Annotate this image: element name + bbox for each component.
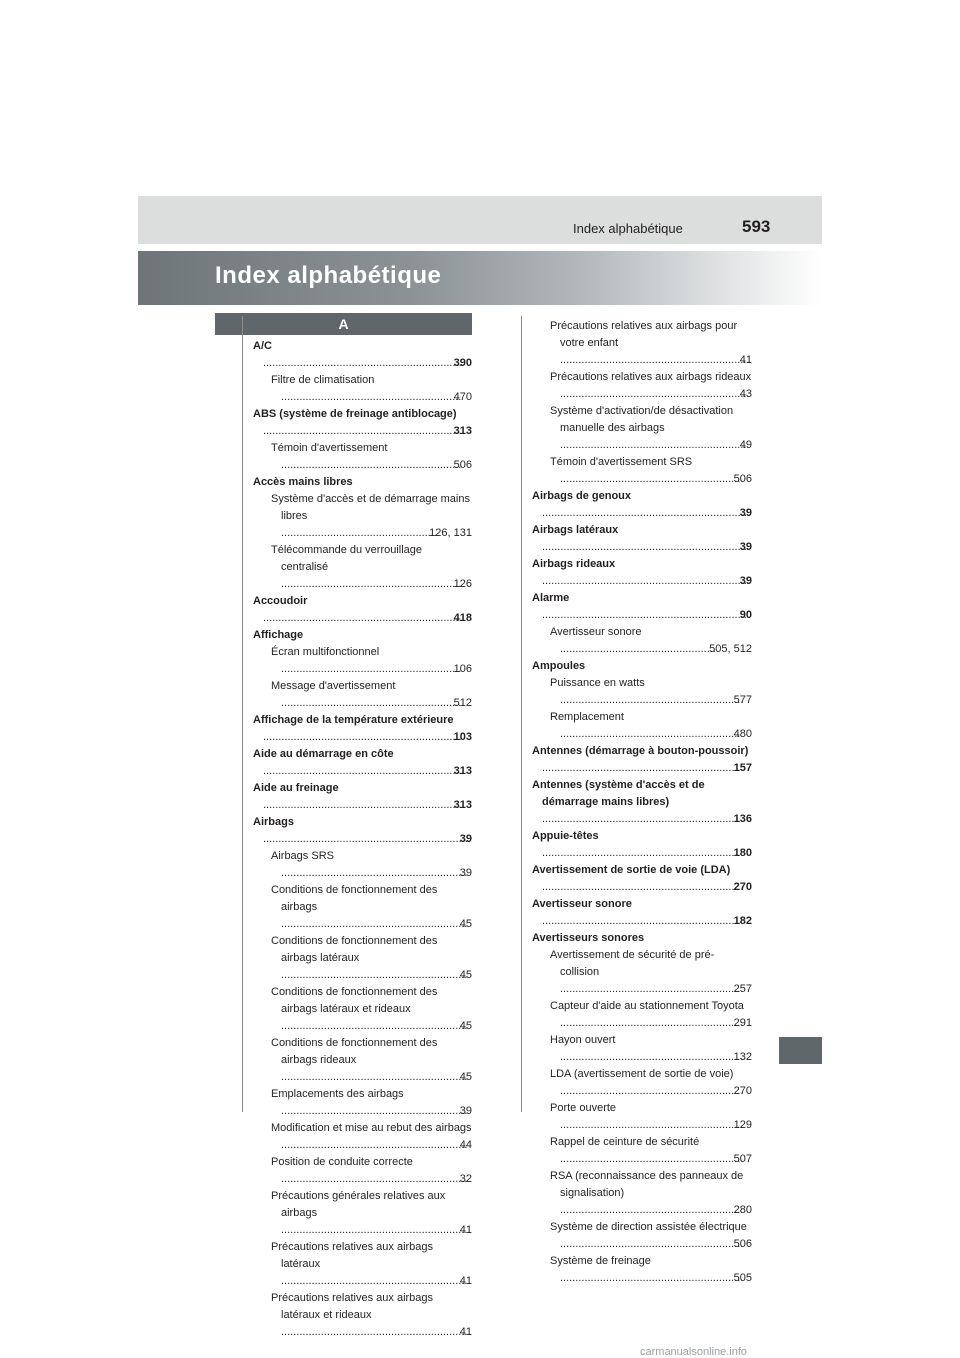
index-entry-term: Airbags ..... xyxy=(253,816,472,845)
index-entry xyxy=(532,998,752,1032)
index-entry-page: 313 xyxy=(462,423,472,440)
index-entry-page: 512 xyxy=(462,695,472,712)
index-entry-page: 49 xyxy=(748,437,752,454)
index-entry-term: Affichage de la température extérieure ..... xyxy=(253,714,472,743)
index-entry-term: Précautions générales relatives aux airbags ..... xyxy=(271,1190,472,1236)
index-entry-page: 129 xyxy=(742,1117,752,1134)
index-entry xyxy=(532,1168,752,1219)
index-entry-term: Témoin d'avertissement SRS ..... xyxy=(550,456,752,485)
index-entry-page: 45 xyxy=(468,1069,472,1086)
column-rule-left xyxy=(242,316,243,1112)
index-entry xyxy=(532,930,752,947)
index-entry-term: Avertisseur sonore ..... xyxy=(532,898,752,927)
index-entry-term: Témoin d'avertissement ..... xyxy=(271,442,472,471)
index-entry xyxy=(532,318,752,369)
index-entry-page: 291 xyxy=(742,1015,752,1032)
index-entry-term: Accoudoir ..... xyxy=(253,595,472,624)
index-column-left xyxy=(253,338,472,1341)
index-entry xyxy=(253,1120,472,1154)
index-entry-term: Hayon ouvert ..... xyxy=(550,1034,752,1063)
index-entry-page: 136 xyxy=(742,811,752,828)
index-entry-term: Système de direction assistée électrique ..... xyxy=(550,1221,752,1250)
index-entry-term: Modification et mise au rebut des airbags ..... xyxy=(271,1122,472,1151)
index-entry xyxy=(532,624,752,658)
index-entry-term: Système d'accès et de démarrage mains libres ..... xyxy=(271,493,472,539)
index-entry-term: Avertissement de sortie de voie (LDA) ..... xyxy=(532,864,752,893)
index-entry-page: 506 xyxy=(742,1236,752,1253)
index-entry-term: Airbags de genoux ..... xyxy=(532,490,752,519)
index-entry-page: 41 xyxy=(468,1222,472,1239)
index-entry-page: 577 xyxy=(742,692,752,709)
section-letter: A xyxy=(215,313,472,335)
index-entry xyxy=(253,440,472,474)
index-entry-term: Capteur d'aide au stationnement Toyota ..... xyxy=(550,1000,752,1029)
index-entry-page: 106 xyxy=(462,661,472,678)
index-entry-page: 418 xyxy=(462,610,472,627)
index-entry-page: 270 xyxy=(742,1083,752,1100)
index-entry xyxy=(253,678,472,712)
index-entry xyxy=(532,862,752,896)
index-entry-term: Système d'activation/de désactivation manuelle des airbags ..... xyxy=(550,405,752,451)
index-entry-page: 90 xyxy=(748,607,752,624)
index-entry-term: Écran multifonctionnel ..... xyxy=(271,646,472,675)
index-entry-term: Remplacement ..... xyxy=(550,711,752,740)
index-entry-page: 182 xyxy=(742,913,752,930)
index-entry xyxy=(253,644,472,678)
index-entry-term: Précautions relatives aux airbags rideaux ..... xyxy=(550,371,752,400)
index-entry-page: 43 xyxy=(748,386,752,403)
index-entry xyxy=(532,675,752,709)
index-entry-term: Précautions relatives aux airbags latéraux ..... xyxy=(271,1241,472,1287)
index-entry xyxy=(532,896,752,930)
index-column-right xyxy=(532,318,752,1287)
index-entry-page: 505, 512 xyxy=(717,641,752,658)
index-entry xyxy=(253,491,472,542)
index-entry-page: 126, 131 xyxy=(437,525,472,542)
index-entry xyxy=(253,1290,472,1341)
index-entry-term: Airbags SRS ..... xyxy=(271,850,472,879)
index-entry-page: 39 xyxy=(468,865,472,882)
index-entry xyxy=(253,1188,472,1239)
index-entry xyxy=(532,556,752,590)
index-entry-term: Précautions relatives aux airbags pour votre enfant ..... xyxy=(550,320,752,366)
index-entry-term: Puissance en watts ..... xyxy=(550,677,752,706)
index-entry xyxy=(532,488,752,522)
index-entry-page: 39 xyxy=(748,505,752,522)
page-title: Index alphabétique xyxy=(215,262,442,289)
index-entry-page: 257 xyxy=(742,981,752,998)
index-entry-page: 505 xyxy=(742,1270,752,1287)
watermark: carmanualsonline.info xyxy=(640,1346,748,1358)
index-entry-term: Alarme ..... xyxy=(532,592,752,621)
index-entry xyxy=(532,1100,752,1134)
index-entry xyxy=(532,1219,752,1253)
index-entry xyxy=(532,454,752,488)
index-entry xyxy=(253,780,472,814)
index-entry-page: 103 xyxy=(462,729,472,746)
index-entry-term: Airbags latéraux ..... xyxy=(532,524,752,553)
index-entry-term: Accès mains libres xyxy=(253,476,353,488)
index-entry-page: 470 xyxy=(462,389,472,406)
index-entry-page: 157 xyxy=(742,760,752,777)
index-entry xyxy=(253,593,472,627)
index-entry xyxy=(532,658,752,675)
index-entry-page: 507 xyxy=(742,1151,752,1168)
index-entry-page: 39 xyxy=(468,1103,472,1120)
index-entry xyxy=(253,1239,472,1290)
index-entry-term: LDA (avertissement de sortie de voie) ..... xyxy=(550,1068,752,1097)
index-entry-page: 506 xyxy=(742,471,752,488)
index-entry xyxy=(253,712,472,746)
index-entry-page: 32 xyxy=(468,1171,472,1188)
index-entry xyxy=(253,984,472,1035)
index-entry-term: Airbags rideaux ..... xyxy=(532,558,752,587)
index-entry xyxy=(532,522,752,556)
index-entry-term: Antennes (démarrage à bouton-poussoir) ..... xyxy=(532,745,752,774)
index-entry-page: 45 xyxy=(468,916,472,933)
index-entry xyxy=(532,1134,752,1168)
index-entry-term: Porte ouverte ..... xyxy=(550,1102,752,1131)
index-entry-term: Avertissement de sécurité de pré-collision ..... xyxy=(550,949,752,995)
index-entry-term: Rappel de ceinture de sécurité ..... xyxy=(550,1136,752,1165)
index-entry xyxy=(532,1253,752,1287)
index-entry xyxy=(253,406,472,440)
index-entry-page: 506 xyxy=(462,457,472,474)
index-entry-term: Avertisseur sonore ..... xyxy=(550,626,752,655)
index-entry-term: Télécommande du verrouillage centralisé ..... xyxy=(271,544,472,590)
index-entry xyxy=(253,542,472,593)
index-entry xyxy=(532,1066,752,1100)
index-entry-page: 41 xyxy=(468,1273,472,1290)
index-entry-term: Avertisseurs sonores xyxy=(532,932,645,944)
index-entry-term: Conditions de fonctionnement des airbags latéraux ..... xyxy=(271,935,472,981)
index-entry xyxy=(532,743,752,777)
header-band xyxy=(138,196,822,244)
index-entry-term: RSA (reconnaissance des panneaux de signalisation) ..... xyxy=(550,1170,752,1216)
index-entry xyxy=(253,882,472,933)
index-entry xyxy=(532,777,752,828)
index-entry-term: Conditions de fonctionnement des airbags ..... xyxy=(271,884,472,930)
index-entry xyxy=(532,590,752,624)
index-entry xyxy=(253,933,472,984)
index-entry xyxy=(532,369,752,403)
index-entry xyxy=(253,1086,472,1120)
index-entry-page: 39 xyxy=(748,573,752,590)
index-entry-page: 44 xyxy=(468,1137,472,1154)
index-entry-page: 313 xyxy=(462,763,472,780)
index-entry xyxy=(253,1035,472,1086)
index-entry-page: 280 xyxy=(742,1202,752,1219)
index-entry-page: 313 xyxy=(462,797,472,814)
index-entry-term: Aide au freinage ..... xyxy=(253,782,472,811)
index-entry-term: A/C ..... xyxy=(253,340,472,369)
index-entry-page: 270 xyxy=(742,879,752,896)
index-entry-term: Aide au démarrage en côte ..... xyxy=(253,748,472,777)
index-entry xyxy=(532,709,752,743)
index-entry-term: Précautions relatives aux airbags latéraux et rideaux ..... xyxy=(271,1292,472,1338)
index-entry xyxy=(253,1154,472,1188)
index-entry-term: Conditions de fonctionnement des airbags latéraux et rideaux ..... xyxy=(271,986,472,1032)
index-entry-term: Position de conduite correcte ..... xyxy=(271,1156,472,1185)
index-entry-page: 180 xyxy=(742,845,752,862)
index-entry-page: 41 xyxy=(468,1324,472,1341)
index-entry-page: 45 xyxy=(468,967,472,984)
header-title: Index alphabétique xyxy=(573,221,683,236)
index-entry xyxy=(532,403,752,454)
index-entry xyxy=(532,947,752,998)
index-entry-term: Conditions de fonctionnement des airbags rideaux ..... xyxy=(271,1037,472,1083)
index-entry xyxy=(253,746,472,780)
index-entry-term: Appuie-têtes ..... xyxy=(532,830,752,859)
index-entry xyxy=(253,848,472,882)
index-entry-page: 480 xyxy=(742,726,752,743)
index-entry-term: Message d'avertissement ..... xyxy=(271,680,472,709)
index-entry-page: 390 xyxy=(462,355,472,372)
index-entry xyxy=(532,1032,752,1066)
index-entry-page: 126 xyxy=(462,576,472,593)
index-entry-page: 132 xyxy=(742,1049,752,1066)
index-entry xyxy=(253,372,472,406)
index-entry-page: 39 xyxy=(748,539,752,556)
index-entry-term: Emplacements des airbags ..... xyxy=(271,1088,472,1117)
index-entry xyxy=(253,627,472,644)
index-entry-term: Affichage xyxy=(253,629,304,641)
index-entry-term: Filtre de climatisation ..... xyxy=(271,374,472,403)
column-rule-middle xyxy=(521,316,522,1112)
index-entry-term: Ampoules xyxy=(532,660,586,672)
chapter-tab xyxy=(779,1037,822,1064)
index-entry-page: 39 xyxy=(468,831,472,848)
index-entry xyxy=(253,338,472,372)
index-entry-term: Antennes (système d'accès et de démarrage mains libres) ..... xyxy=(532,779,752,825)
index-entry xyxy=(253,474,472,491)
index-entry-term: Système de freinage ..... xyxy=(550,1255,752,1284)
index-entry xyxy=(253,814,472,848)
index-entry-term: ABS (système de freinage antiblocage) ..... xyxy=(253,408,472,437)
index-entry-page: 41 xyxy=(748,352,752,369)
index-entry-page: 45 xyxy=(468,1018,472,1035)
index-entry xyxy=(532,828,752,862)
page-number: 593 xyxy=(742,217,771,236)
